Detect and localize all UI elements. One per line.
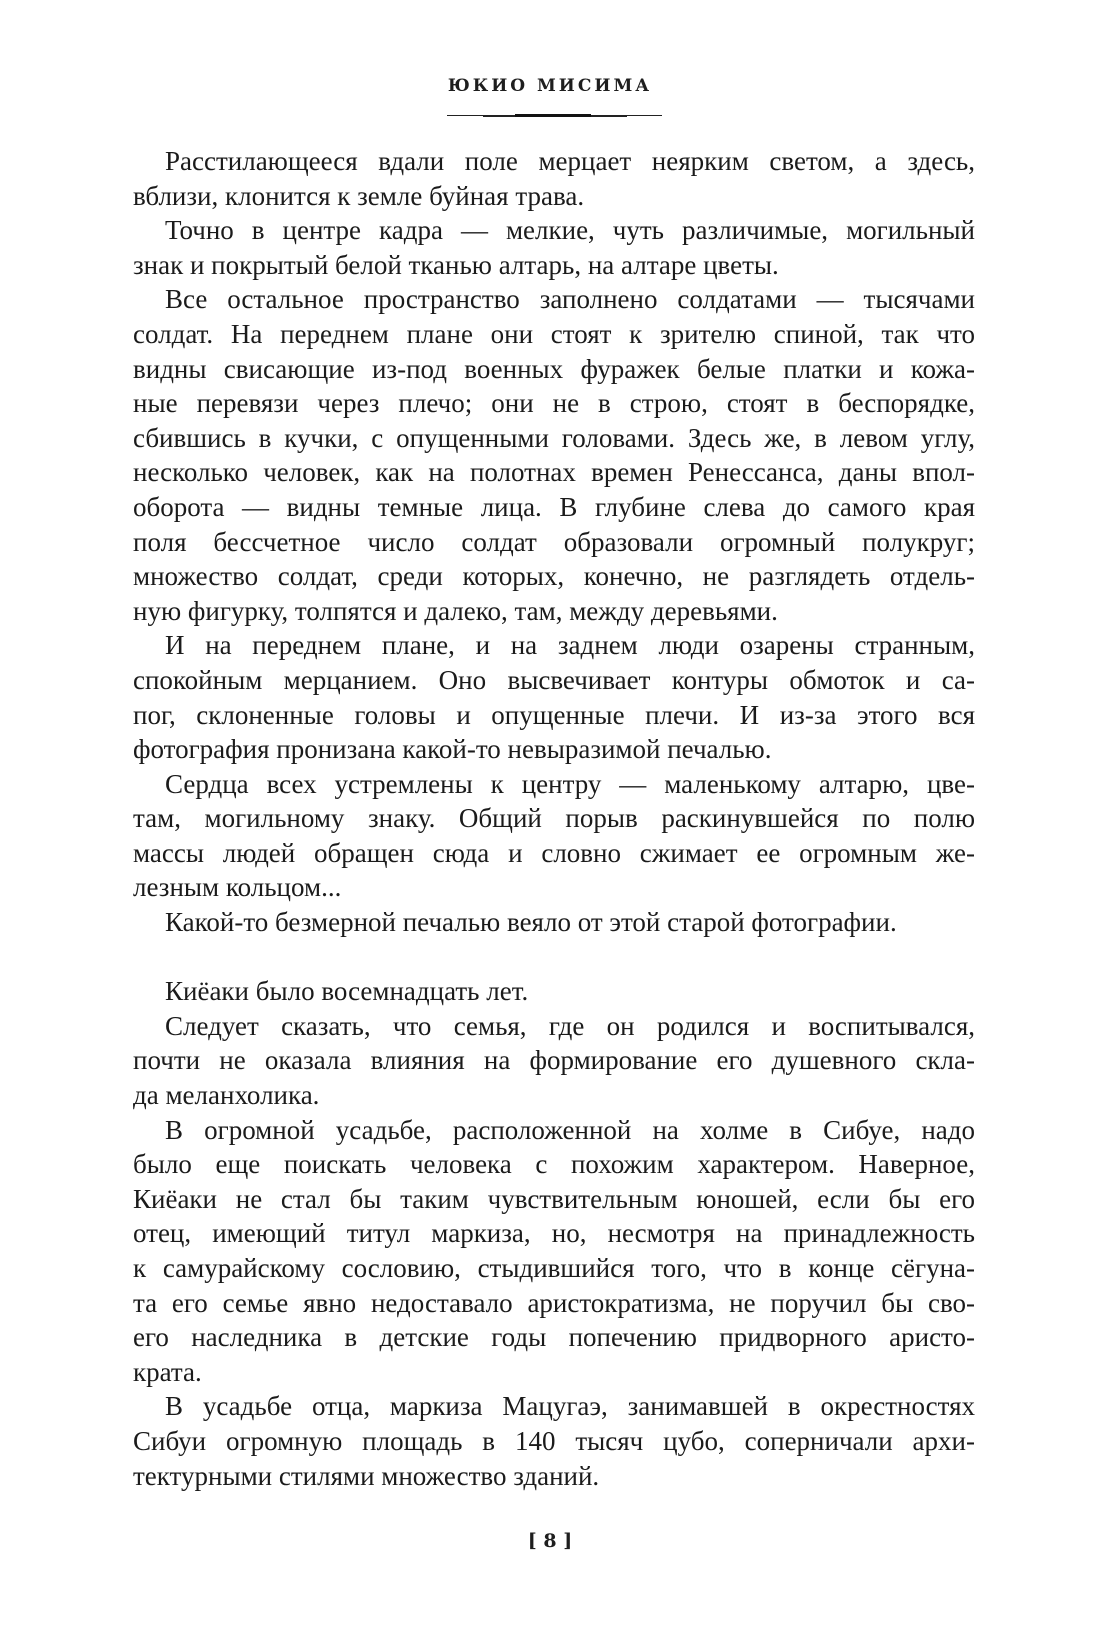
text-line: знак и покрытый белой тканью алтарь, на алтаре цветы.: [133, 249, 779, 280]
text-line: В огромной усадьбе, расположенной на холме в Сибуе, надо: [165, 1114, 975, 1145]
paragraph: [133, 1389, 975, 1493]
text-line: поля бессчетное число солдат образовали огромный полукруг;: [133, 526, 975, 557]
text-line: несколько человек, как на полотнах времен Ренессанса, даны впол-: [133, 457, 975, 488]
text-line: ные перевязи через плечо; они не в строю, стоят в беспорядке,: [133, 388, 975, 419]
text-line: фотография пронизана какой-то невыразимой печалью.: [133, 734, 772, 765]
text-line: В усадьбе отца, маркиза Мацугаэ, занимавшей в окрестностях: [165, 1391, 975, 1422]
text-line: множество солдат, среди которых, конечно, не разглядеть отдель-: [133, 561, 975, 592]
header-rule-ornament: [515, 114, 591, 117]
text-line: Киёаки не стал бы таким чувствительным юношей, если бы его: [133, 1183, 975, 1214]
paragraph: [133, 767, 975, 905]
body-text: [133, 144, 975, 1493]
text-line: Сердца всех устремлены к центру — маленькому алтарю, цве-: [165, 768, 975, 799]
text-line: лезным кольцом...: [133, 872, 342, 903]
text-line: ную фигурку, толпятся и далеко, там, между деревьями.: [133, 595, 778, 626]
text-line: массы людей обращен сюда и словно сжимает ее огромным же-: [133, 837, 975, 868]
text-line: его наследника в детские годы попечению придворного аристо-: [133, 1322, 975, 1353]
running-head: ЮКИО МИСИМА: [447, 76, 653, 96]
text-line: Следует сказать, что семья, где он родился и воспитывался,: [165, 1010, 975, 1041]
paragraph: [133, 628, 975, 766]
text-line: И на переднем плане, и на заднем люди озарены странным,: [165, 630, 975, 661]
text-line: солдат. На переднем плане они стоят к зрителю спиной, так что: [133, 318, 975, 349]
text-line: крата.: [133, 1356, 202, 1387]
text-line: спокойным мерцанием. Оно высвечивает контуры обмоток и са-: [133, 664, 975, 695]
text-line: видны свисающие из-под военных фуражек белые платки и кожа-: [133, 353, 975, 384]
text-line: отец, имеющий титул маркиза, но, несмотря на принадлежность: [133, 1218, 975, 1249]
text-line: тектурными стилями множество зданий.: [133, 1460, 600, 1491]
section-break: [133, 940, 975, 975]
text-line: Какой-то безмерной печалью веяло от этой старой фотографии.: [165, 907, 897, 938]
page-number: [ 8 ]: [527, 1530, 573, 1552]
text-line: почти не оказала влияния на формирование его душевного скла-: [133, 1045, 975, 1076]
text-line: вблизи, клонится к земле буйная трава.: [133, 180, 585, 211]
text-line: Сибуи огромную площадь в 140 тысяч цубо, соперничали архи-: [133, 1425, 975, 1456]
text-line: было еще поискать человека с похожим характером. Наверное,: [133, 1149, 975, 1180]
paragraph: [133, 213, 975, 282]
text-line: оборота — видны темные лица. В глубине слева до самого края: [133, 491, 975, 522]
text-line: да меланхолика.: [133, 1080, 320, 1111]
paragraph: [133, 905, 975, 940]
paragraph: [133, 144, 975, 213]
text-line: Все остальное пространство заполнено солдатами — тысячами: [165, 284, 975, 315]
text-line: та его семье явно недоставало аристократизма, не поручил бы сво-: [133, 1287, 975, 1318]
text-line: пог, склоненные головы и опущенные плечи. И из-за этого вся: [133, 699, 975, 730]
paragraph: [133, 974, 975, 1009]
paragraph: [133, 1113, 975, 1390]
text-line: там, могильному знаку. Общий порыв раскинувшейся по полю: [133, 803, 975, 834]
paragraph: [133, 282, 975, 628]
text-line: Расстилающееся вдали поле мерцает неярким светом, а здесь,: [165, 146, 975, 176]
text-line: Точно в центре кадра — мелкие, чуть различимые, могильный: [165, 215, 975, 246]
text-line: сбившись в кучки, с опущенными головами. Здесь же, в левом углу,: [133, 422, 975, 453]
text-line: Киёаки было восемнадцать лет.: [165, 976, 529, 1007]
paragraph: [133, 1009, 975, 1113]
text-line: к самурайскому сословию, стыдившийся того, что в конце сёгуна-: [133, 1253, 975, 1283]
